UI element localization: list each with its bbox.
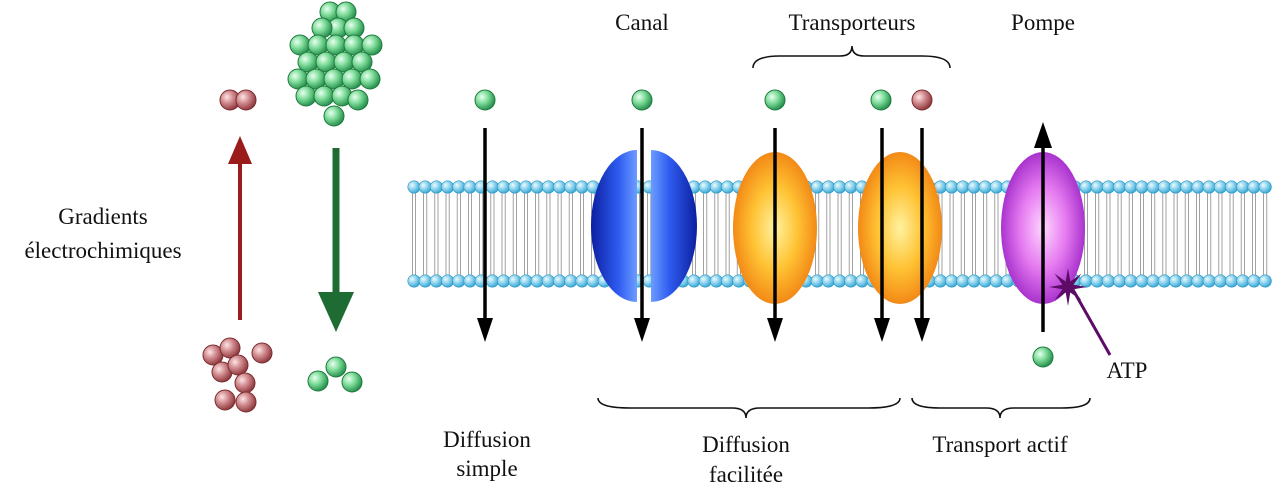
lipid-head [1125,275,1137,287]
lipid-head [721,181,733,193]
lipid-head [497,275,509,287]
lipid-head [968,181,980,193]
lipid-head [587,275,599,287]
lipid-head [542,181,554,193]
lipid-head [576,181,588,193]
transport-actif-label: Transport actif [932,432,1068,457]
lipid-head [486,181,498,193]
molecule [236,392,256,412]
lipid-head [453,275,465,287]
lipid-bilayer [408,181,1272,287]
lipid-head [1147,275,1159,287]
lipid-head [453,181,465,193]
lipid-head [1125,181,1137,193]
pump-arrowhead [1034,122,1052,148]
transporteurs-brace [753,46,950,68]
lipid-head [509,275,521,287]
lipid-head [430,181,442,193]
lipid-head [441,181,453,193]
molecule-transporter-1 [765,90,785,110]
lipid-head [1225,181,1237,193]
molecule [252,343,272,363]
atp-star-icon [1049,268,1087,306]
lipid-head [979,181,991,193]
lipid-head [811,181,823,193]
lipid-head [945,275,957,287]
molecule [236,90,256,110]
lipid-head [542,275,554,287]
lipid-head [408,275,420,287]
lipid-head [1192,181,1204,193]
lipid-head [1214,275,1226,287]
lipid-head [486,275,498,287]
molecule [324,106,344,126]
molecule [308,371,328,391]
atp-pointer-line [1072,288,1110,355]
lipid-head [1203,181,1215,193]
gradient-label-line1: Gradients [58,204,148,229]
lipid-head [990,275,1002,287]
molecule-channel [632,90,652,110]
lipid-head [856,275,868,287]
green-gradient-arrow-head [318,292,354,332]
lipid-head [699,181,711,193]
lipid-head [520,275,532,287]
lipid-head [990,181,1002,193]
lipid-head [1237,275,1249,287]
lipid-head [1136,275,1148,287]
lipid-head [1091,181,1103,193]
molecule [296,86,316,106]
lipid-head [531,275,543,287]
lipid-head [1214,181,1226,193]
lipid-head [531,181,543,193]
lipid-head [822,275,834,287]
lipid-head [1203,275,1215,287]
lipid-head [1158,275,1170,287]
molecule [348,90,368,110]
lipid-head [565,181,577,193]
lipid-head [710,181,722,193]
lipid-head [979,275,991,287]
lipid-head [1113,275,1125,287]
diffusion-simple-line2: simple [456,456,518,481]
lipid-head [1259,181,1271,193]
lipid-head [688,275,700,287]
lipid-head [408,181,420,193]
lipid-head [441,275,453,287]
lipid-head [1136,181,1148,193]
red-gradient-arrow-head [228,136,252,164]
lipid-head [822,181,834,193]
molecule [228,355,248,375]
simple-diffusion-arrowhead [477,318,493,342]
lipid-head [1259,275,1271,287]
molecule [326,357,346,377]
lipid-head [721,275,733,287]
lipid-head [419,181,431,193]
transporter-2-green-arrowhead [874,318,890,342]
lipid-head [553,181,565,193]
lipid-head [509,181,521,193]
lipid-head [497,181,509,193]
molecule [215,390,235,410]
lipid-head [1169,275,1181,287]
molecule-transporter-2-green [871,90,891,110]
transporter-2 [858,152,942,304]
transporter-2-red-arrowhead [914,318,930,342]
lipid-head [833,275,845,287]
lipid-head [833,181,845,193]
lipid-head [1248,181,1260,193]
pompe-label: Pompe [1011,10,1075,35]
red-molecules-bottom [203,338,272,412]
lipid-head [1181,181,1193,193]
red-molecules-top [220,90,256,110]
channel-arrowhead [634,318,650,342]
lipid-head [945,181,957,193]
lipid-head [710,275,722,287]
lipid-head [845,275,857,287]
diffusion-simple-line1: Diffusion [443,427,531,452]
diffusion-facilitee-brace [598,398,900,418]
lipid-head [1237,181,1249,193]
lipid-head [464,181,476,193]
lipid-head [1113,181,1125,193]
lipid-head [699,275,711,287]
electrochemical-gradient [24,2,382,412]
molecule-simple-diffusion [475,90,495,110]
lipid-head [576,275,588,287]
lipid-head [1102,275,1114,287]
molecule [235,373,255,393]
lipid-head [1169,181,1181,193]
lipid-head [811,275,823,287]
lipid-head [1091,275,1103,287]
lipid-head [553,275,565,287]
lipid-head [565,275,577,287]
green-molecules-bottom [308,357,362,392]
green-molecules-top [288,2,382,126]
molecule-pump [1033,347,1053,367]
molecule [342,372,362,392]
lipid-head [968,275,980,287]
canal-label: Canal [615,10,669,35]
lipid-head [1181,275,1193,287]
molecule-transporter-2-red [912,90,932,110]
lipid-head [845,181,857,193]
atp-label: ATP [1106,358,1148,383]
molecule [360,69,380,89]
lipid-head [1102,181,1114,193]
lipid-heads [408,181,1272,287]
gradient-label-line2: électrochimiques [24,238,182,263]
lipid-head [464,275,476,287]
lipid-tails [412,193,1266,275]
molecule [314,86,334,106]
lipid-head [1225,275,1237,287]
lipid-head [1248,275,1260,287]
lipid-head [430,275,442,287]
lipid-head [1147,181,1159,193]
lipid-head [1080,275,1092,287]
lipid-head [520,181,532,193]
transporteurs-label: Transporteurs [788,10,916,35]
lipid-head [1158,181,1170,193]
lipid-head [957,275,969,287]
lipid-head [419,275,431,287]
lipid-head [1080,181,1092,193]
transporter-1-arrowhead [767,318,783,342]
transport-actif-brace [912,398,1090,418]
lipid-head [934,275,946,287]
diffusion-facilitee-line2: facilitée [708,462,784,487]
lipid-head [1192,275,1204,287]
diffusion-facilitee-line1: Diffusion [702,432,790,457]
lipid-head [957,181,969,193]
